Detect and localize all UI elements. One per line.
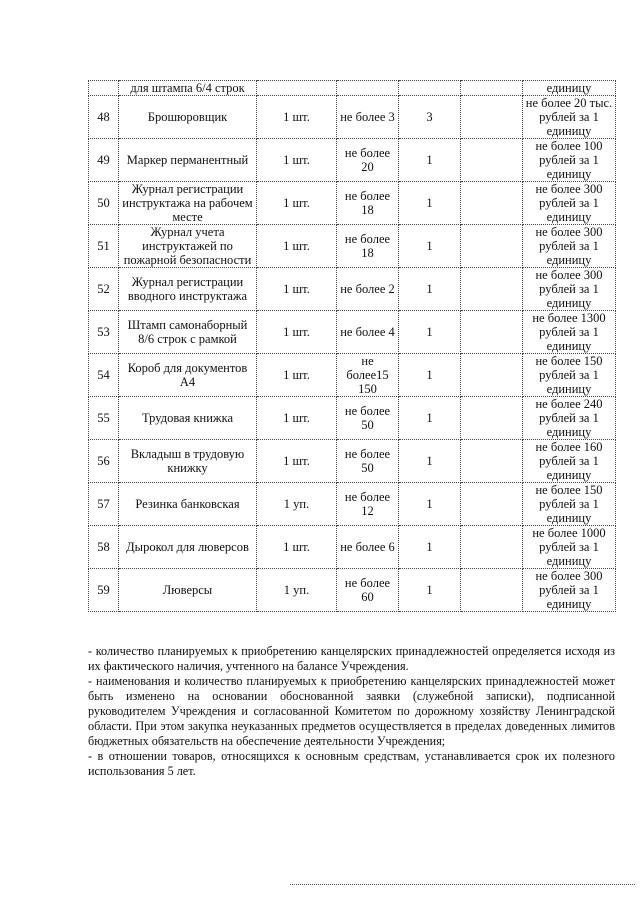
table-row	[89, 96, 616, 139]
cell-name: для штампа 6/4 строк	[119, 81, 257, 96]
cell-extra	[461, 268, 523, 311]
cell-periodicity: 3	[399, 96, 461, 139]
cell-name: Короб для документов А4	[119, 354, 257, 397]
cell-price: не более 1000 рублей за 1 единицу	[523, 526, 616, 569]
cell-price: не более 300 рублей за 1 единицу	[523, 225, 616, 268]
table-row	[89, 483, 616, 526]
cell-extra	[461, 526, 523, 569]
cell-price: не более 150 рублей за 1 единицу	[523, 354, 616, 397]
cell-qty: не более 18	[337, 182, 399, 225]
cell-qty: не более 2	[337, 268, 399, 311]
cell-num: 54	[89, 354, 119, 397]
note-paragraph: - в отношении товаров, относящихся к основным средствам, устанавливается срок их полезного использования 5 лет.	[88, 749, 615, 778]
cell-price: не более 150 рублей за 1 единицу	[523, 483, 616, 526]
supplies-table	[88, 80, 616, 612]
cell-name: Люверсы	[119, 569, 257, 612]
cell-unit: 1 шт.	[257, 397, 337, 440]
cell-name: Дырокол для люверсов	[119, 526, 257, 569]
cell-unit: 1 шт.	[257, 139, 337, 182]
cell-qty: не более 4	[337, 311, 399, 354]
cell-qty: не более 12	[337, 483, 399, 526]
cell-price: не более 20 тыс. рублей за 1 единицу	[523, 96, 616, 139]
cell-name: Журнал учета инструктажей по пожарной безопасности	[119, 225, 257, 268]
cell-price: не более 160 рублей за 1 единицу	[523, 440, 616, 483]
cell-periodicity: 1	[399, 139, 461, 182]
table-row	[89, 440, 616, 483]
cell-name: Маркер перманентный	[119, 139, 257, 182]
cell-unit: 1 уп.	[257, 569, 337, 612]
cell-qty	[337, 81, 399, 96]
cell-unit: 1 шт.	[257, 440, 337, 483]
cell-price: не более 300 рублей за 1 единицу	[523, 182, 616, 225]
cell-qty: не более 20	[337, 139, 399, 182]
cell-num: 56	[89, 440, 119, 483]
table-row	[89, 311, 616, 354]
cell-unit: 1 уп.	[257, 483, 337, 526]
cell-price: не более 300 рублей за 1 единицу	[523, 569, 616, 612]
cell-num: 57	[89, 483, 119, 526]
cell-unit: 1 шт.	[257, 225, 337, 268]
notes-section	[88, 644, 615, 779]
cell-periodicity: 1	[399, 526, 461, 569]
note-paragraph: - количество планируемых к приобретению канцелярских принадлежностей определяется исходя из их фактического наличия, учтенного на балансе Учреждения.	[88, 644, 615, 673]
cell-periodicity: 1	[399, 569, 461, 612]
cell-unit: 1 шт.	[257, 96, 337, 139]
cell-periodicity: 1	[399, 311, 461, 354]
cell-unit: 1 шт.	[257, 182, 337, 225]
cell-periodicity: 1	[399, 268, 461, 311]
cell-num: 49	[89, 139, 119, 182]
cell-price: не более 1300 рублей за 1 единицу	[523, 311, 616, 354]
cell-qty: не более 3	[337, 96, 399, 139]
cell-unit: 1 шт.	[257, 526, 337, 569]
cell-periodicity: 1	[399, 397, 461, 440]
table-row	[89, 354, 616, 397]
cell-price: не более 100 рублей за 1 единицу	[523, 139, 616, 182]
cell-name: Резинка банковская	[119, 483, 257, 526]
table-row	[89, 569, 616, 612]
cell-num: 52	[89, 268, 119, 311]
cell-name: Брошюровщик	[119, 96, 257, 139]
cell-periodicity: 1	[399, 182, 461, 225]
table-row	[89, 182, 616, 225]
cell-extra	[461, 96, 523, 139]
cell-extra	[461, 397, 523, 440]
cell-price: не более 240 рублей за 1 единицу	[523, 397, 616, 440]
cell-price: не более 300 рублей за 1 единицу	[523, 268, 616, 311]
cell-periodicity: 1	[399, 440, 461, 483]
table-row-continued	[89, 81, 616, 96]
cell-extra	[461, 483, 523, 526]
cell-num	[89, 81, 119, 96]
cell-periodicity: 1	[399, 225, 461, 268]
table-row	[89, 225, 616, 268]
cell-extra	[461, 81, 523, 96]
cell-num: 59	[89, 569, 119, 612]
cell-extra	[461, 225, 523, 268]
cell-unit	[257, 81, 337, 96]
cell-num: 51	[89, 225, 119, 268]
cell-unit: 1 шт.	[257, 268, 337, 311]
note-paragraph: - наименования и количество планируемых к приобретению канцелярских принадлежностей может быть изменено на основании обоснованной заявки (служебной записки), подписанной руководителем Учреждения и согласованной Комитетом по дорожному хозяйству Ленинградской области. При этом закупка неуказанных предметов осуществляется в пределах доведенных лимитов бюджетных обязательств на обеспечение деятельности Учреждения;	[88, 674, 615, 748]
cell-num: 55	[89, 397, 119, 440]
cell-unit: 1 шт.	[257, 354, 337, 397]
cell-periodicity	[399, 81, 461, 96]
cell-price: единицу	[523, 81, 616, 96]
cell-unit: 1 шт.	[257, 311, 337, 354]
cell-periodicity: 1	[399, 354, 461, 397]
cell-num: 53	[89, 311, 119, 354]
cell-name: Журнал регистрации инструктажа на рабочем месте	[119, 182, 257, 225]
cell-num: 50	[89, 182, 119, 225]
cell-name: Вкладыш в трудовую книжку	[119, 440, 257, 483]
cell-qty: не более 50	[337, 397, 399, 440]
cell-qty: не более 50	[337, 440, 399, 483]
cell-name: Журнал регистрации вводного инструктажа	[119, 268, 257, 311]
table-row	[89, 526, 616, 569]
cell-extra	[461, 569, 523, 612]
cell-qty: не более 60	[337, 569, 399, 612]
cell-num: 48	[89, 96, 119, 139]
table-body	[89, 81, 616, 612]
cell-periodicity: 1	[399, 483, 461, 526]
cell-extra	[461, 311, 523, 354]
table-row	[89, 268, 616, 311]
cell-name: Трудовая книжка	[119, 397, 257, 440]
cell-extra	[461, 182, 523, 225]
bottom-divider	[290, 884, 635, 885]
cell-qty: не более 18	[337, 225, 399, 268]
table-row	[89, 139, 616, 182]
cell-extra	[461, 354, 523, 397]
cell-num: 58	[89, 526, 119, 569]
cell-extra	[461, 139, 523, 182]
cell-qty: не более 6	[337, 526, 399, 569]
table-row	[89, 397, 616, 440]
cell-name: Штамп самонаборный 8/6 строк с рамкой	[119, 311, 257, 354]
cell-qty: не более15 150	[337, 354, 399, 397]
cell-extra	[461, 440, 523, 483]
